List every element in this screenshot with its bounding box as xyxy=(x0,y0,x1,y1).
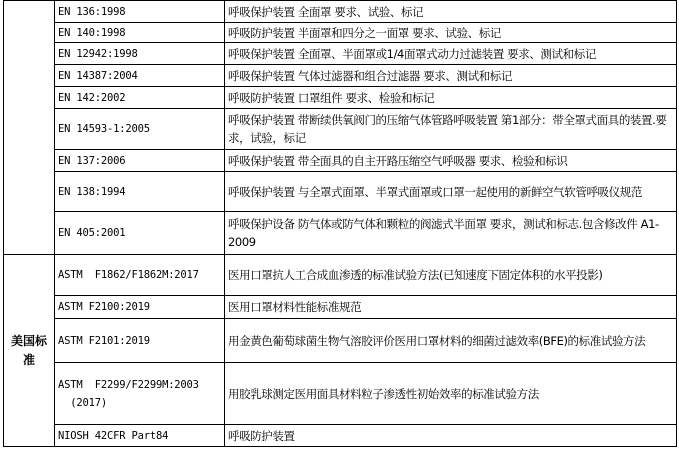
standard-description: 呼吸防护装置 半面罩和四分之一面罩 要求、试验、标记 xyxy=(225,23,677,43)
standards-table xyxy=(3,0,677,447)
table-row xyxy=(4,109,677,150)
table-row xyxy=(4,87,677,109)
standard-code: EN 140:1998 xyxy=(55,23,225,43)
standard-code: EN 136:1998 xyxy=(55,1,225,23)
standard-code: ASTM F2100:2019 xyxy=(55,296,225,319)
standard-description: 呼吸保护装置 与全罩式面罩、半罩式面罩或口罩一起使用的新鲜空气软管呼吸仪规范 xyxy=(225,172,677,212)
table-row xyxy=(4,172,677,212)
table-row xyxy=(4,296,677,319)
standard-code: EN 14593-1:2005 xyxy=(55,109,225,150)
standard-description: 医用口罩抗人工合成血渗透的标准试验方法(已知速度下固定体积的水平投影) xyxy=(225,255,677,296)
standard-code: EN 405:2001 xyxy=(55,212,225,255)
table-row xyxy=(4,65,677,87)
standard-description: 呼吸防护装置 xyxy=(225,425,677,447)
standard-description: 用金黄色葡萄球菌生物气溶胶评价医用口罩材料的细菌过滤效率(BFE)的标准试验方法 xyxy=(225,319,677,363)
table-row xyxy=(4,23,677,43)
table-row xyxy=(4,425,677,447)
standard-description: 呼吸保护装置 气体过滤器和组合过滤器 要求、测试和标记 xyxy=(225,65,677,87)
standard-description: 用胶乳球测定医用面具材料粒子渗透性初始效率的标准试验方法 xyxy=(225,363,677,425)
table-row xyxy=(4,255,677,296)
standard-code: EN 12942:1998 xyxy=(55,43,225,65)
standard-code: ASTM F2299/F2299M:2003 (2017) xyxy=(55,363,225,425)
table-row xyxy=(4,212,677,255)
standard-description: 呼吸保护装置 全面罩 要求、试验、标记 xyxy=(225,1,677,23)
standard-code: EN 138:1994 xyxy=(55,172,225,212)
table-row xyxy=(4,150,677,172)
standard-description: 呼吸保护设备 防气体或防气体和颗粒的阀滤式半面罩 要求，测试和标志.包含修改件 A1-2009 xyxy=(225,212,677,255)
group-label-us: 美国标准 xyxy=(4,255,55,447)
standard-description: 呼吸保护装置 带全面具的自主开路压缩空气呼吸器 要求、检验和标识 xyxy=(225,150,677,172)
table-row xyxy=(4,1,677,23)
standard-code: ASTM F2101:2019 xyxy=(55,319,225,363)
standard-description: 呼吸防护装置 口罩组件 要求、检验和标记 xyxy=(225,87,677,109)
standard-code: EN 14387:2004 xyxy=(55,65,225,87)
table-row xyxy=(4,363,677,425)
standard-description: 呼吸保护装置 带断续供氧阀门的压缩气体管路呼吸装置 第1部分：带全罩式面具的装置.要求，试验，标记 xyxy=(225,109,677,150)
group-cell-europe xyxy=(4,1,55,255)
table-row xyxy=(4,319,677,363)
table-row xyxy=(4,43,677,65)
standard-description: 呼吸保护装置 全面罩、半面罩或1/4面罩式动力过滤装置 要求、测试和标记 xyxy=(225,43,677,65)
standard-code: EN 137:2006 xyxy=(55,150,225,172)
standard-code: NIOSH 42CFR Part84 xyxy=(55,425,225,447)
standard-code: ASTM F1862/F1862M:2017 xyxy=(55,255,225,296)
standard-description: 医用口罩材料性能标准规范 xyxy=(225,296,677,319)
standard-code: EN 142:2002 xyxy=(55,87,225,109)
